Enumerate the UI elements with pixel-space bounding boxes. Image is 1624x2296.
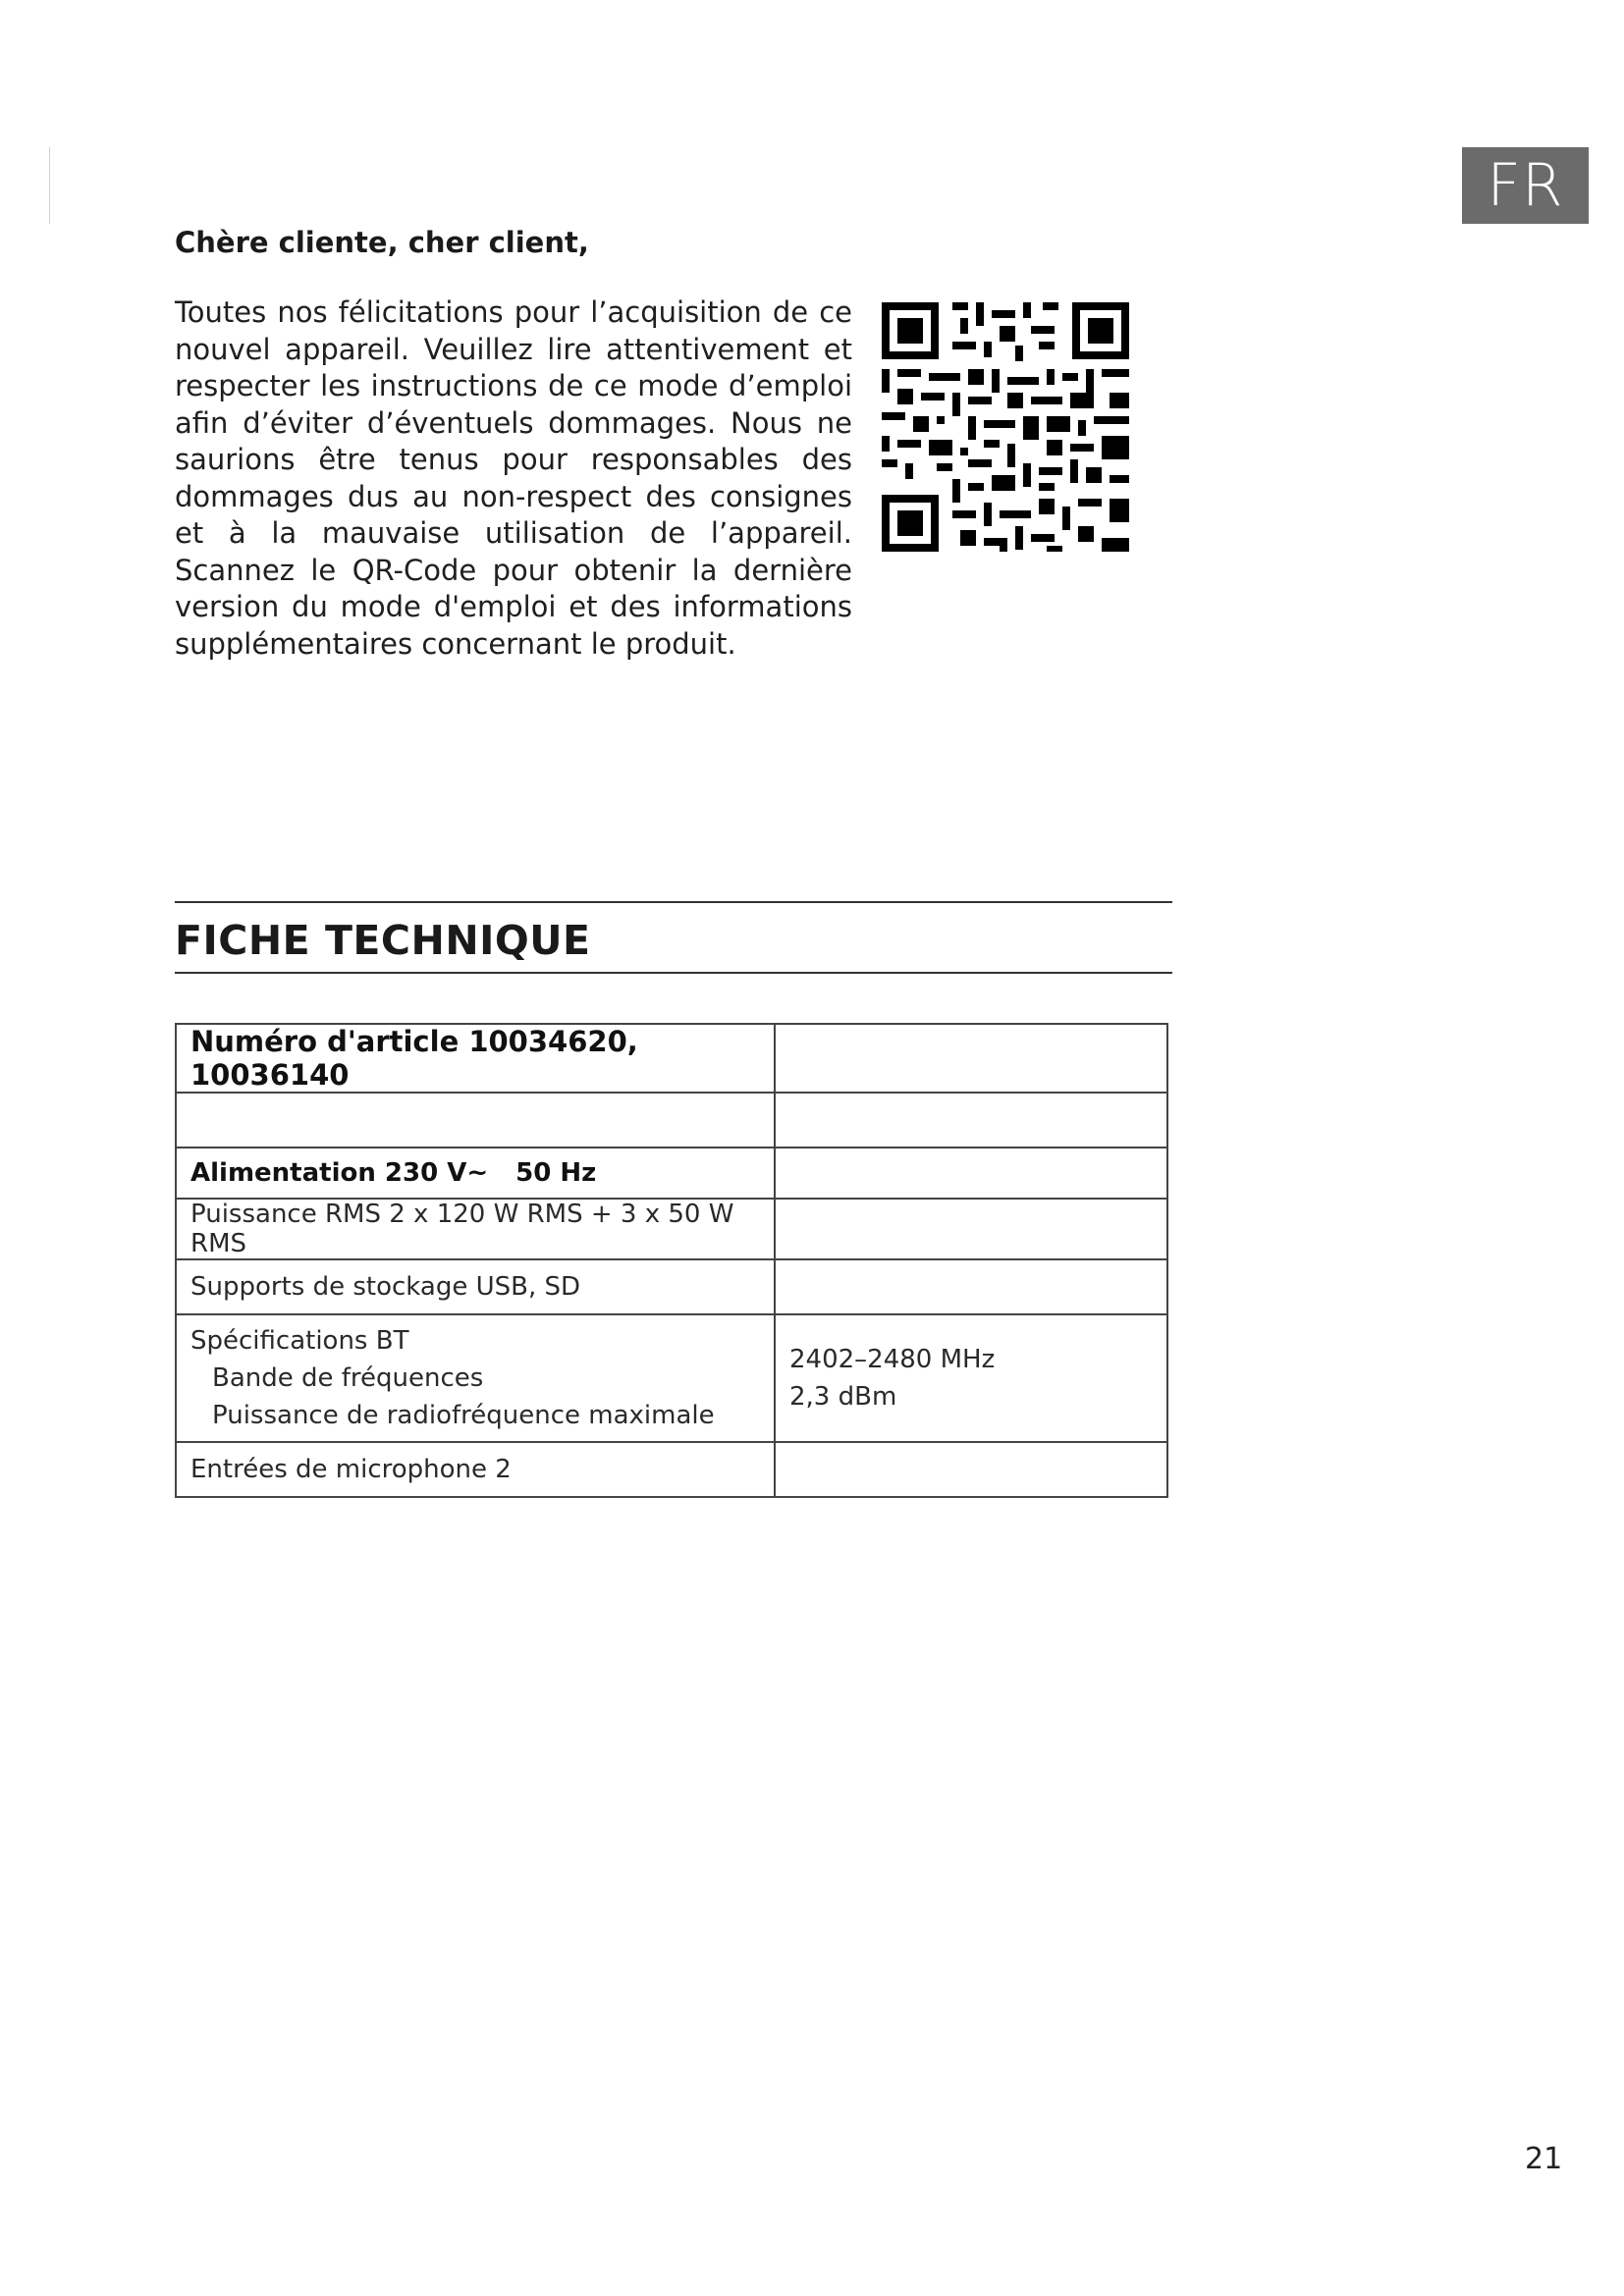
power-supply-frequency: 50 Hz	[515, 1158, 597, 1188]
section-rule-top	[175, 901, 1172, 903]
section-rule-bottom	[175, 972, 1172, 974]
intro-paragraph: Toutes nos félicitations pour l’acquisition de ce nouvel appareil. Veuillez lire attentivement et respecter les instructions de ce mode d’emploi afin d’éviter d’éventuels dommages. Nous ne saurions être tenus pour responsables des dommages dus au non-respect des consignes et à la mauvaise utilisation de l’appareil. Scannez le QR-Code pour obtenir la dernière version du mode d'emploi et des informations supplémentaires concernant le produit.	[175, 295, 852, 661]
bt-specs-cell	[176, 1314, 775, 1442]
rms-power-cell: Puissance RMS 2 x 120 W RMS + 3 x 50 W RMS	[176, 1199, 775, 1259]
greeting-heading: Chère cliente, cher client,	[175, 226, 589, 259]
qr-code-icon[interactable]	[878, 298, 1133, 556]
page-number: 21	[1525, 2142, 1563, 2176]
mic-inputs-cell: Entrées de microphone 2	[176, 1442, 775, 1497]
empty-cell	[775, 1199, 1167, 1259]
empty-cell	[775, 1093, 1167, 1148]
table-row	[176, 1093, 1167, 1148]
bt-max-rf-value: 2,3 dBm	[789, 1382, 897, 1412]
bt-values-cell	[775, 1314, 1167, 1442]
table-row	[176, 1148, 1167, 1199]
bt-band-value: 2402–2480 MHz	[789, 1345, 996, 1374]
table-row	[176, 1199, 1167, 1259]
table-row	[176, 1314, 1167, 1442]
empty-cell	[775, 1259, 1167, 1314]
table-row	[176, 1259, 1167, 1314]
empty-cell	[176, 1093, 775, 1148]
margin-rule	[49, 147, 50, 224]
article-number-cell: Numéro d'article 10034620, 10036140	[176, 1024, 775, 1093]
empty-cell	[775, 1024, 1167, 1093]
table-row	[176, 1024, 1167, 1093]
power-supply-cell	[176, 1148, 775, 1199]
language-tab: FR	[1462, 147, 1589, 224]
bt-max-rf-label: Puissance de radiofréquence maximale	[212, 1401, 715, 1430]
power-supply-label: Alimentation 230 V~	[190, 1158, 489, 1188]
bt-band-label: Bande de fréquences	[212, 1363, 484, 1393]
bt-specs-label: Spécifications BT	[190, 1326, 409, 1356]
spec-table	[175, 1023, 1168, 1498]
storage-cell: Supports de stockage USB, SD	[176, 1259, 775, 1314]
empty-cell	[775, 1148, 1167, 1199]
table-row	[176, 1442, 1167, 1497]
empty-cell	[775, 1442, 1167, 1497]
section-title: FICHE TECHNIQUE	[175, 917, 591, 964]
